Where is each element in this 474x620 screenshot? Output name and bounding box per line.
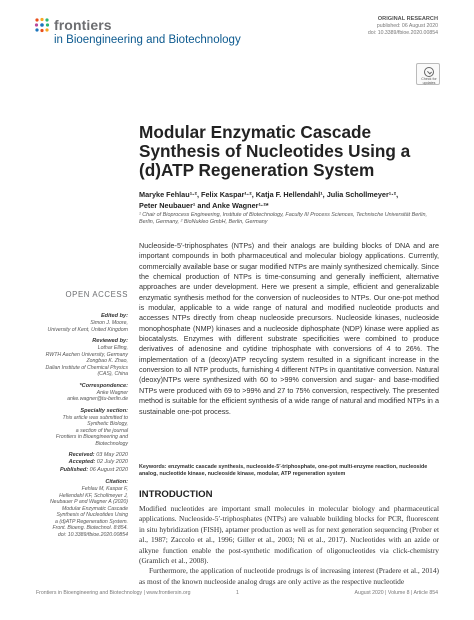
footer-issue-info: August 2020 | Volume 8 | Article 854 (354, 590, 438, 596)
introduction-body (139, 504, 439, 587)
citation-text: Neubauer P and Wagner A (2020) (49, 499, 128, 506)
affiliations: ¹ Chair of Bioprocess Engineering, Institute of Biotechnology, Faculty III Process Sciences, Technische Universität Berlin, Berlin, Germany, ² BioNukleo GmbH, Berlin, Germany (139, 212, 427, 226)
section-text: Frontiers in Bioengineering and (55, 434, 128, 440)
citation-text: Front. Bioeng. Biotechnol. 8:854. (52, 525, 128, 532)
specialty-section-label: Specialty section: (80, 407, 128, 414)
reviewer-name[interactable]: Lothar Elling, (97, 345, 128, 351)
badge-label: Check for updates (421, 77, 437, 85)
author-list (139, 190, 439, 211)
section-text: This article was submitted to (62, 414, 128, 421)
section-text: Synthetic Biology, (87, 421, 128, 427)
reviewer-affiliation: Dalian Institute of Chemical Physics (45, 364, 128, 371)
citation-text: Modular Enzymatic Cascade (61, 505, 128, 512)
published-value: 06 August 2020 (89, 466, 128, 473)
editor-affiliation: University of Kent, United Kingdom (47, 326, 128, 333)
citation-text: a (d)ATP Regeneration System. (55, 518, 128, 525)
received-value: 03 May 2020 (96, 452, 128, 458)
section-text: Biotechnology (95, 440, 128, 447)
footer-journal-link[interactable]: Frontiers in Bioengineering and Biotechnology | www.frontiersin.org (36, 590, 191, 596)
article-meta (368, 16, 438, 37)
correspondence-label: *Correspondence: (79, 382, 128, 389)
citation-text: Hellendahl KF, Schollmeyer J, (59, 492, 128, 499)
intro-paragraph-2: Furthermore, the application of nucleotide prodrugs is of increasing interest (Pradere et al., 2014) as most of the known nucleoside analog drugs are only active as the respective nucleotide (139, 566, 439, 586)
edited-by (36, 313, 128, 333)
keywords-text: enzymatic cascade synthesis, nucleoside-5′-triphosphate, one-pot multi-enzyme reaction, nucleoside analog, nucleotide kinase, nucleoside kinase, modular, ATP regeneration system (139, 464, 428, 478)
page-header (0, 0, 474, 60)
reviewer-affiliation: RWTH Aachen University, Germany (45, 351, 128, 358)
authors-line-2: Peter Neubauer¹ and Anke Wagner¹·²* (139, 200, 269, 210)
editor-name[interactable]: Simon J. Moore, (90, 320, 128, 326)
check-icon (424, 67, 434, 77)
received-date (36, 452, 128, 459)
authors-line-1: Maryke Fehlau¹·², Felix Kaspar¹·², Katja F. Hellendahl¹, Julia Schollmeyer¹·², (139, 190, 399, 199)
reviewed-by (36, 338, 128, 378)
citation-text: Synthesis of Nucleotides Using (56, 512, 128, 519)
check-for-updates-badge[interactable] (416, 63, 440, 85)
keywords-label: Keywords: (139, 464, 167, 470)
section-heading-introduction: INTRODUCTION (139, 489, 213, 500)
citation-label: Citation: (105, 479, 128, 486)
frontiers-logo-icon (34, 17, 50, 33)
citation-text: Fehlau M, Kaspar F, (81, 486, 128, 493)
received-label: Received: (68, 452, 95, 458)
accepted-value: 02 July 2020 (96, 459, 128, 466)
reviewer-name[interactable]: Zongbao K. Zhao, (86, 358, 128, 364)
correspondence-name: Anke Wagner (96, 389, 128, 396)
citation (36, 479, 128, 538)
abstract-text: Nucleoside-5′-triphosphates (NTPs) and their analogs are building blocks of DNA and are important compounds in both pharmaceutical and molecular biology applications. Currently, commercially available base or sugar modified NTPs are mainly synthesized chemically. Since the chemical production of NTPs is time-consuming and generally inefficient, alternative approaches are under development. Here we present a simple, efficient and generalizable enzymatic synthesis method for the conversion of nucleosides to NTPs. Our one-pot method is modular, applicable to a wide range of natural and modified nucleotide products and accesses NTPs directly from cheap nucleoside precursors. Nucleoside kinases, nucleoside monophosphate (NMP) kinases and a nucleoside diphosphate (NDP) kinase were applied as biocatalysts. Enzymes with different substrate specificities were combined to produce derivatives of adenosine and cytidine triphosphate with conversions of 4 to 26%. The implementation of a (deoxy)ATP recycling system resulted in a significant increase in the conversion to all NTP products, furnishing 4 different NTPs in quantitative conversion. Natural (deoxy)NTPs were synthesized with 60 to >99% conversion and sugar- and base-modified NTPs were produced with 69 to >99% and 27 to 75% conversion, respectively. The presented method is suitable for the efficient synthesis of a wide range of natural and modified NTPs in a sustainable one-pot process. (139, 241, 439, 416)
accepted-label: Accepted: (68, 459, 96, 466)
keywords (139, 464, 439, 479)
published-date: published: 06 August 2020 (376, 23, 438, 29)
doi-link[interactable]: doi: 10.3389/fbioe.2020.00854 (367, 30, 438, 36)
specialty-section (36, 408, 128, 448)
article-type: ORIGINAL RESEARCH (377, 16, 438, 22)
intro-paragraph-1: Modified nucleotides are important small molecules in molecular biology and pharmaceutical applications. Nucleoside-5′-triphosphates (NTPs) are valuable building blocks for PCR, fluorescent in situ hybridization (FISH), aptamer production as well as for next generation sequencing (Prober et al., 1987; Zaccolo et al., 1996; Giller et al., 2003; Ni et al., 2017). Nucleotides with an azide or alkyne function enable the post-synthetic modification of oligonucleotides via click-chemistry (Gramlich et al., 2008). (139, 504, 439, 566)
published-date-sidebar (36, 467, 128, 474)
edited-by-label: Edited by: (100, 313, 128, 319)
logo-wordmark: frontiers (54, 17, 112, 33)
article-sidebar (36, 290, 128, 543)
citation-doi-link[interactable]: doi: 10.3389/fbioe.2020.00854 (57, 531, 128, 538)
correspondence-email-link[interactable]: anke.wagner@tu-berlin.de (67, 396, 128, 402)
open-access-label: OPEN ACCESS (65, 290, 128, 299)
journal-name: in Bioengineering and Biotechnology (54, 34, 241, 46)
page-number: 1 (236, 590, 239, 596)
section-text: a section of the journal (75, 427, 128, 434)
correspondence (36, 383, 128, 403)
article-title: Modular Enzymatic Cascade Synthesis of Nucleotides Using a (d)ATP Regeneration System (139, 122, 411, 180)
reviewer-affiliation: (CAS), China (97, 371, 128, 377)
page-footer (36, 590, 438, 600)
published-label: Published: (60, 466, 89, 473)
accepted-date (36, 459, 128, 466)
article-dates (36, 452, 128, 474)
reviewed-by-label: Reviewed by: (92, 338, 128, 344)
